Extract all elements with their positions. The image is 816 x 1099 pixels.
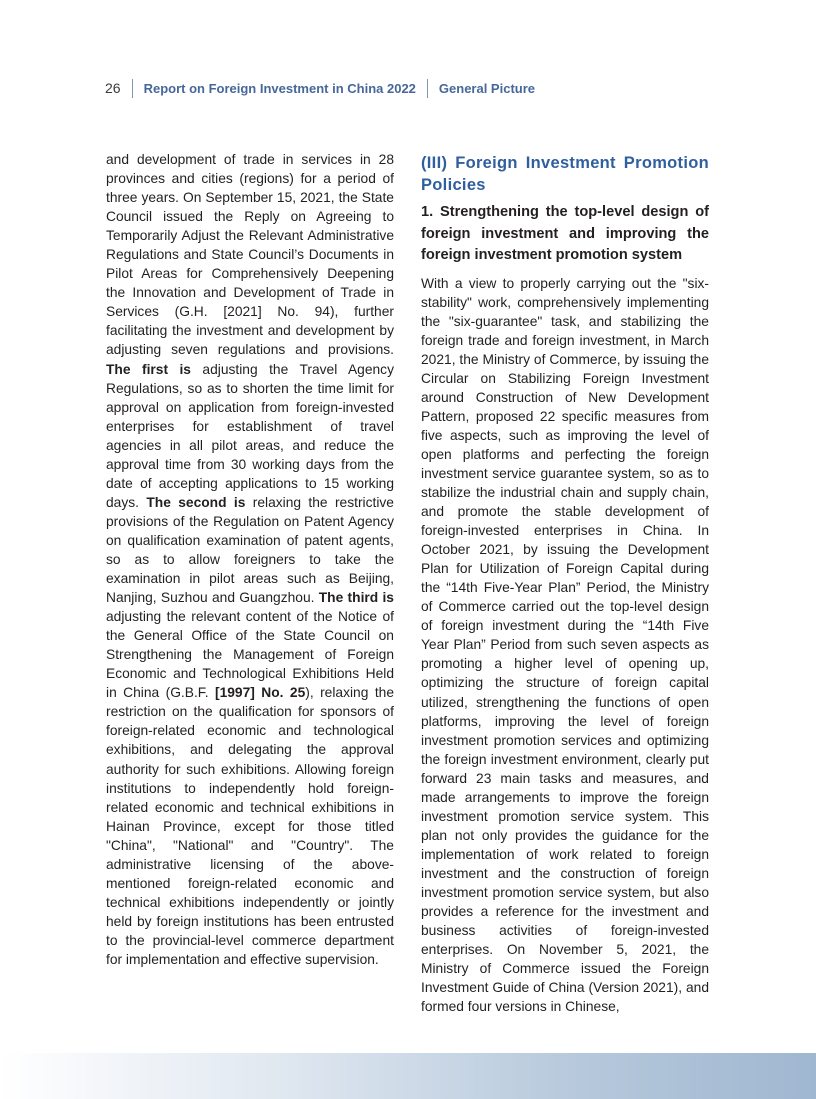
right-paragraph: With a view to properly carrying out the "six-stability" work, comprehensively implementing the "six-guarantee" task, and stabilizing the foreign trade and foreign investment, in March 2021, the Ministry of Commerce, by issuing the Circular on Stabilizing Foreign Investment around Construction of New Development Pattern, proposed 22 specific measures from five aspects, such as improving the level of open platforms and perfecting the foreign investment service guarantee system, so as to stabilize the industrial chain and supply chain, and promote the stable development of foreign-invested enterprises in China. In October 2021, by issuing the Development Plan for Utilization of Foreign Capital during the “14th Five-Year Plan” Period, the Ministry of Commerce carried out the top-level design of foreign investment during the “14th Five Year Plan” Period from such seven aspects as promoting a higher level of opening up, optimizing the structure of foreign capital utilized, strengthening the functions of open platforms, improving the level of foreign investment promotion services and optimizing the foreign investment environment, clearly put forward 23 main tasks and measures, and made arrangements to improve the foreign investment promotion service system. This plan not only provides the guidance for the implementation of work related to foreign investment and the construction of foreign investment promotion service system, but also provides a reference for the investment and business activities of foreign-invested enterprises. On November 5, 2021, the Ministry of Commerce issued the Foreign Investment Guide of China (Version 2021), and formed four versions in Chinese,	[421, 275, 709, 1015]
bold-reference: [1997] No. 25	[214, 685, 306, 701]
right-column	[421, 150, 709, 1016]
body-text: and development of trade in services in 28 provinces and cities (regions) for a period of three years. On September 15, 2021, the State Council issued the Reply on Agreeing to Temporarily Adjust the Relevant Administrative Regulations and State Council’s Documents in Pilot Areas for Comprehensively Deepening the Innovation and Development of Trade in Services (G.H. [2021] No. 94), further facilitating the investment and development by adjusting seven regulations and provisions.	[106, 152, 394, 358]
bold-lead: The third is	[318, 590, 394, 606]
bold-lead: The first is	[106, 361, 191, 377]
section-heading: (III) Foreign Investment Promotion Policies	[421, 154, 709, 194]
report-title: Report on Foreign Investment in China 2022	[143, 80, 416, 96]
body-text: ), relaxing the restriction on the qualification for sponsors of foreign-related economic and technological exhibitions, and delegating the approval authority for such exhibitions. Allowing foreign institutions to independently hold foreign-related economic and technical exhibitions in Hainan Province, except for those titled "China", "National" and "Country". The administrative licensing of the above-mentioned foreign-related economic and technical exhibitions independently or jointly held by foreign institutions has been entrusted to the provincial-level commerce department for implementation and effective supervision.	[106, 685, 394, 967]
bold-lead: The second is	[146, 494, 246, 510]
left-paragraph	[106, 150, 394, 969]
left-column	[106, 150, 394, 969]
page-number: 26	[105, 80, 121, 96]
header-divider	[132, 79, 133, 98]
body-text: adjusting the relevant content of the Notice of the General Office of the State Council on Strengthening the Management of Foreign Economic and Technological Exhibitions Held in China (G.B.F.	[106, 609, 394, 701]
running-header	[105, 76, 535, 100]
subsection-heading: 1. Strengthening the top-level design of foreign investment and improving the foreign investment promotion system	[421, 204, 709, 263]
header-divider	[427, 79, 428, 98]
body-text: relaxing the restrictive provisions of the Regulation on Patent Agency on qualification examination of patent agents, so as to allow foreigners to take the examination in pilot areas such as Beijing, Nanjing, Suzhou and Guangzhou.	[106, 494, 394, 606]
body-text: adjusting the Travel Agency Regulations, so as to shorten the time limit for approval on application from foreign-invested enterprises for establishment of travel agencies in all pilot areas, and reduce the approval time from 30 working days from the date of accepting applications to 15 working days.	[106, 361, 394, 510]
footer-gradient-band	[0, 1053, 816, 1099]
chapter-title: General Picture	[438, 80, 536, 96]
